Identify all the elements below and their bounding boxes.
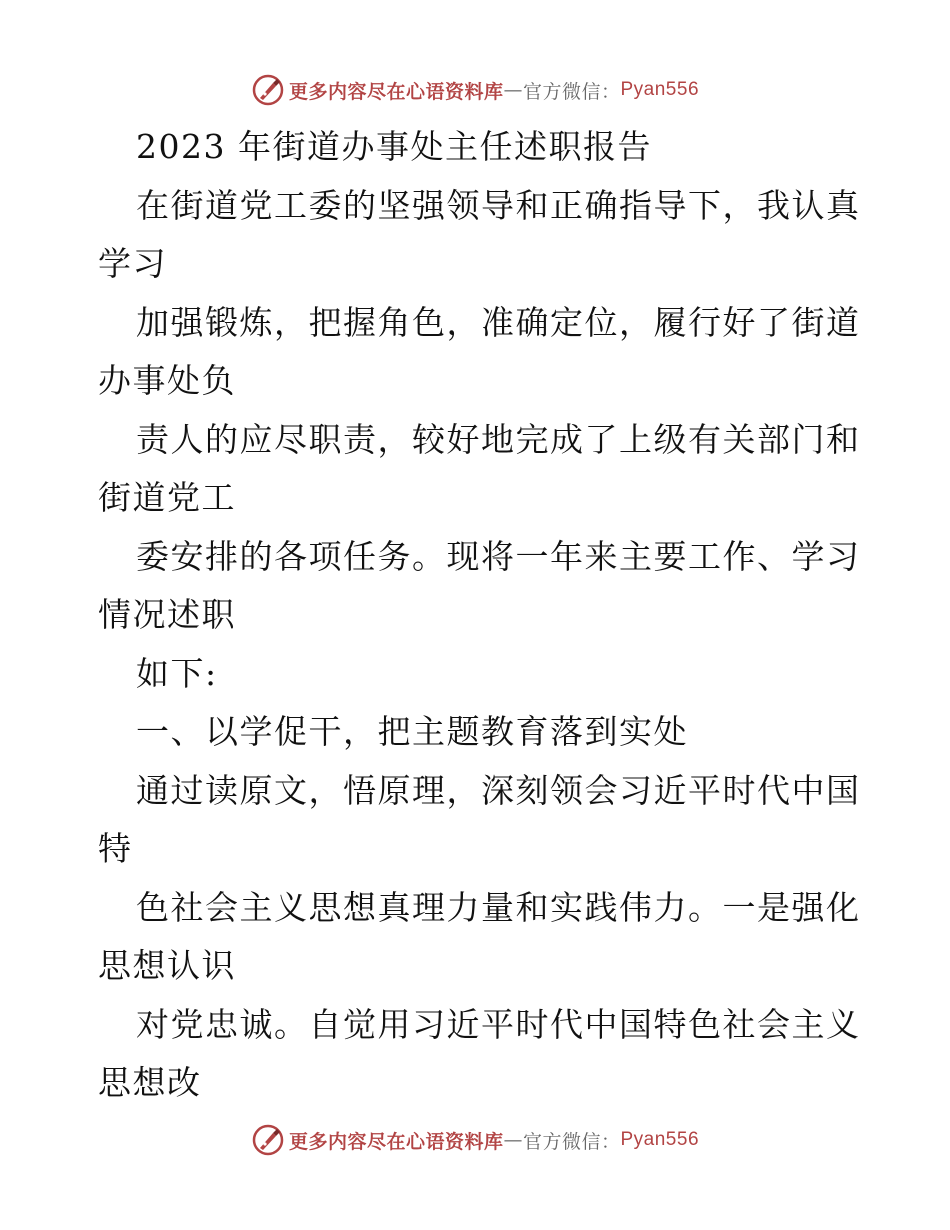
document-body bbox=[98, 118, 861, 1113]
text-line: 思想认识 bbox=[98, 946, 236, 985]
section-heading: 一、以学促干，把主题教育落到实处 bbox=[136, 712, 688, 751]
text-line: 对党忠诚。自觉用习近平时代中国特色社会主义 bbox=[136, 1004, 861, 1044]
text-line: 办事处负 bbox=[98, 361, 236, 400]
banner-wechat-label: 官方微信： bbox=[522, 80, 621, 103]
banner-main-text: 更多内容尽在心语资料库 bbox=[288, 1130, 504, 1153]
text-line: 如下: bbox=[136, 653, 218, 693]
banner-wechat-label: 官方微信： bbox=[522, 1130, 621, 1153]
document-title: 2023 年街道办事处主任述职报告 bbox=[136, 127, 652, 166]
text-line: 街道党工 bbox=[98, 478, 236, 517]
footer-watermark-banner bbox=[0, 1120, 950, 1160]
banner-wechat-id: Pyan556 bbox=[620, 79, 700, 100]
text-line: 思想改 bbox=[98, 1063, 202, 1102]
header-watermark-banner bbox=[0, 70, 950, 110]
text-line: 加强锻炼，把握角色，准确定位，履行好了街道 bbox=[136, 302, 861, 342]
text-line: 情况述职 bbox=[98, 595, 236, 634]
text-line: 特 bbox=[98, 829, 133, 868]
text-line: 色社会主义思想真理力量和实践伟力。一是强化 bbox=[136, 887, 861, 927]
text-line: 通过读原文，悟原理，深刻领会习近平时代中国 bbox=[136, 770, 861, 810]
banner-dash: — bbox=[503, 79, 523, 101]
text-line: 委安排的各项任务。现将一年来主要工作、学习 bbox=[136, 536, 861, 576]
banner-dash: — bbox=[503, 1129, 523, 1151]
pen-nib-logo-icon bbox=[251, 1123, 285, 1157]
pen-nib-logo-icon bbox=[251, 73, 285, 107]
banner-wechat-id: Pyan556 bbox=[620, 1129, 700, 1150]
text-line: 学习 bbox=[98, 244, 167, 283]
text-line: 责人的应尽职责，较好地完成了上级有关部门和 bbox=[136, 419, 861, 459]
text-line: 在街道党工委的坚强领导和正确指导下，我认真 bbox=[136, 185, 861, 225]
banner-main-text: 更多内容尽在心语资料库 bbox=[288, 80, 504, 103]
